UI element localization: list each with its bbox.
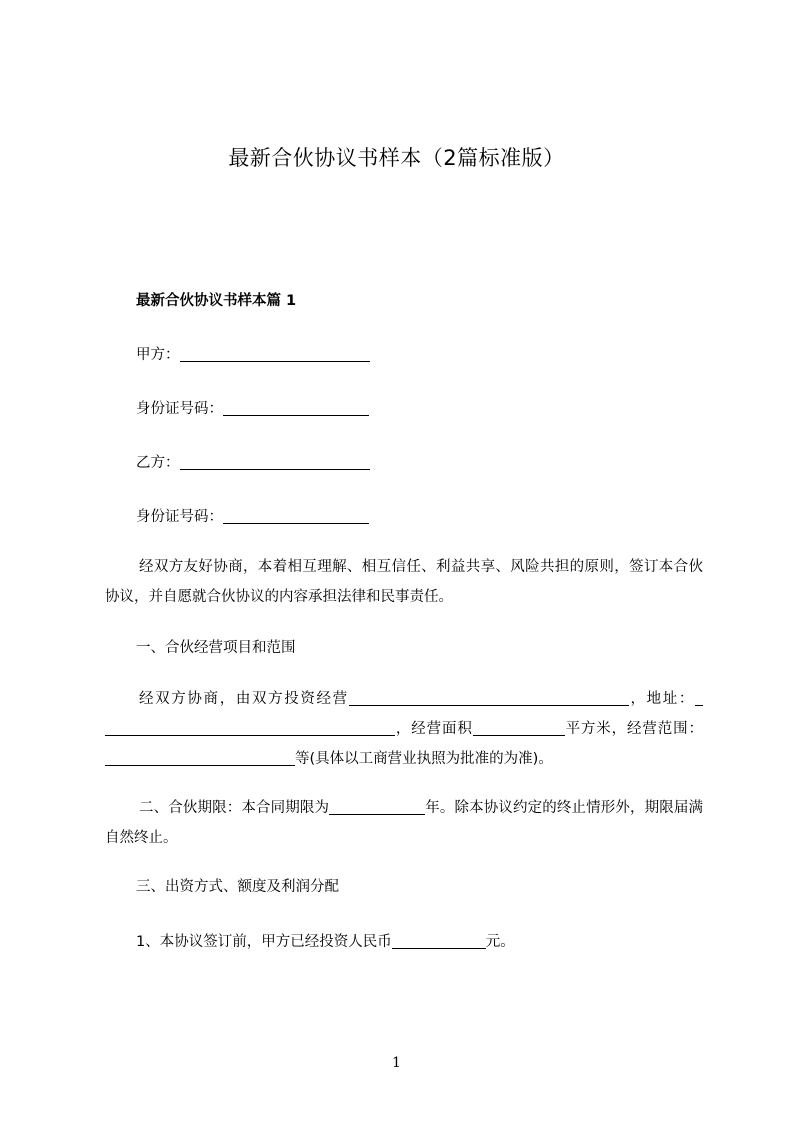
scope-blank[interactable] (105, 749, 295, 766)
investment-amount-blank[interactable] (392, 932, 486, 949)
clause-3-item-1-part2: 元。 (485, 934, 515, 950)
document-title: 最新合伙协议书样本（2篇标准版） (228, 146, 565, 170)
intro-paragraph: 经双方友好协商，本着相互理解、相互信任、利益共享、风险共担的原则，签订本合伙协议，并自愿就合伙协议的内容承担法律和民事责任。 (105, 559, 703, 605)
party-a-line (136, 344, 370, 366)
party-b-line (136, 452, 370, 474)
party-a-id-line (136, 398, 369, 420)
clause-1-heading: 一、合伙经营项目和范围 (136, 640, 296, 656)
clause-2-text-part2: 年。除本协议约定的终止情形外，期限届满自然终止。 (105, 800, 703, 846)
clause-1-text-part3: ，经营面积 (395, 721, 473, 737)
page-number: 1 (392, 1055, 401, 1071)
clause-3-item-1-part1: 1、本协议签订前，甲方已经投资人民币 (136, 934, 392, 950)
clause-2-text-part1: 二、合伙期限：本合同期限为 (139, 800, 330, 816)
clause-1-text-part1: 经双方协商，由双方投资经营 (139, 691, 349, 707)
clause-1-text-part4: 平方米，经营范围： (564, 721, 704, 737)
party-b-id-line (136, 506, 369, 528)
party-b-blank[interactable] (180, 453, 370, 470)
party-b-id-blank[interactable] (223, 507, 369, 524)
clause-1-text-part2: ，地址： (628, 691, 696, 707)
party-b-label: 乙方： (136, 455, 180, 471)
clause-2-paragraph (105, 793, 703, 853)
address-blank[interactable] (105, 719, 395, 736)
term-years-blank[interactable] (329, 798, 425, 815)
clause-1-text-part5: 等(具体以工商营业执照为批准的为准)。 (295, 751, 553, 767)
clause-1-paragraph (105, 684, 703, 774)
party-b-id-label: 身份证号码： (136, 509, 223, 525)
clause-3-item-1 (136, 931, 515, 953)
party-a-blank[interactable] (180, 345, 370, 362)
section-heading: 最新合伙协议书样本篇 1 (136, 293, 297, 309)
address-blank-start[interactable] (695, 689, 703, 706)
project-name-blank[interactable] (349, 689, 629, 706)
party-a-id-label: 身份证号码： (136, 401, 223, 417)
party-a-id-blank[interactable] (223, 399, 369, 416)
area-blank[interactable] (473, 719, 565, 736)
party-a-label: 甲方： (136, 347, 180, 363)
clause-3-heading: 三、出资方式、额度及利润分配 (136, 879, 339, 895)
